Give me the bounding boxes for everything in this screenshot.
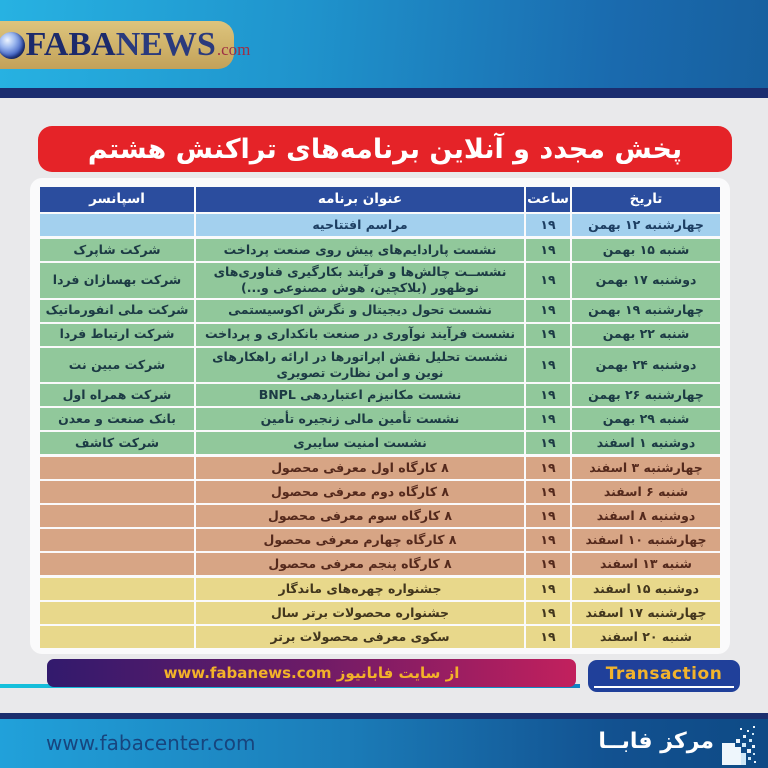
logo-dotcom-text: .com	[216, 40, 251, 59]
logo-news-text: NEWS	[115, 26, 216, 63]
cell-time: ۱۹	[526, 300, 570, 322]
cell-title: نشســت چالش‌ها و فرآیند بکارگیری فناوری‌های نوظهور (بلاکچین، هوش مصنوعی و...)	[196, 263, 524, 298]
cell-title: نشست تأمین مالی زنجیره تأمین	[196, 408, 524, 430]
cell-time: ۱۹	[526, 408, 570, 430]
cell-date: شنبه ۲۹ بهمن	[572, 408, 720, 430]
cell-time: ۱۹	[526, 384, 570, 406]
cell-title: نشست تحول دیجیتال و نگرش اکوسیستمی	[196, 300, 524, 322]
page-title-banner: پخش مجدد و آنلاین برنامه‌های تراکنش هشتم	[38, 126, 732, 172]
cell-date: دوشنبه ۱۷ بهمن	[572, 263, 720, 298]
cell-title: ۸ کارگاه سوم معرفی محصول	[196, 505, 524, 527]
cell-date: دوشنبه ۱ اسفند	[572, 432, 720, 454]
table-row	[40, 626, 720, 648]
table-row	[40, 239, 720, 261]
logo-faba-text: FABA	[25, 26, 116, 63]
cell-date: چهارشنبه ۱۰ اسفند	[572, 529, 720, 551]
cell-date: شنبه ۱۳ اسفند	[572, 553, 720, 575]
transaction-badge-underline	[594, 686, 734, 688]
table-row	[40, 384, 720, 406]
cell-title: نشست امنیت سایبری	[196, 432, 524, 454]
cell-title: سکوی معرفی محصولات برتر	[196, 626, 524, 648]
faba-pixel-cube-icon	[722, 723, 756, 765]
table-row	[40, 263, 720, 298]
table-row	[40, 300, 720, 322]
cell-title: ۸ کارگاه دوم معرفی محصول	[196, 481, 524, 503]
cell-date: شنبه ۶ اسفند	[572, 481, 720, 503]
cell-time: ۱۹	[526, 457, 570, 479]
cell-time: ۱۹	[526, 432, 570, 454]
cell-sponsor	[40, 481, 194, 503]
header-navy-stripe	[0, 88, 768, 98]
cell-sponsor: شرکت بهسازان فردا	[40, 263, 194, 298]
table-row	[40, 214, 720, 236]
top-header	[0, 0, 768, 98]
cell-date: چهارشنبه ۱۲ بهمن	[572, 214, 720, 236]
table-row	[40, 408, 720, 430]
table-row	[40, 602, 720, 624]
cell-sponsor	[40, 214, 194, 236]
cell-title: ۸ کارگاه اول معرفی محصول	[196, 457, 524, 479]
cell-sponsor: شرکت کاشف	[40, 432, 194, 454]
cell-title: نشست فرآیند نوآوری در صنعت بانکداری و پرداخت	[196, 324, 524, 346]
table-row	[40, 553, 720, 575]
cell-title: جشنواره محصولات برتر سال	[196, 602, 524, 624]
cell-sponsor	[40, 626, 194, 648]
cell-sponsor	[40, 505, 194, 527]
table-row	[40, 324, 720, 346]
footer-band	[0, 719, 768, 768]
cell-date: شنبه ۱۵ بهمن	[572, 239, 720, 261]
column-header-sponsor: اسپانسر	[40, 187, 194, 212]
table-row	[40, 529, 720, 551]
cell-time: ۱۹	[526, 263, 570, 298]
transaction-logo-text: Transaction	[605, 663, 723, 684]
column-header-title: عنوان برنامه	[196, 187, 524, 212]
cell-title: جشنواره چهره‌های ماندگار	[196, 578, 524, 600]
cell-time: ۱۹	[526, 578, 570, 600]
table-header-row	[40, 187, 720, 212]
column-header-time: ساعت	[526, 187, 570, 212]
cell-date: چهارشنبه ۱۷ اسفند	[572, 602, 720, 624]
cell-time: ۱۹	[526, 553, 570, 575]
column-header-date: تاریخ	[572, 187, 720, 212]
table-row	[40, 457, 720, 479]
table-row	[40, 578, 720, 600]
cell-sponsor: شرکت شاپرک	[40, 239, 194, 261]
cell-sponsor	[40, 529, 194, 551]
fabanews-source-bar: از سایت فابانیوز www.fabanews.com	[47, 659, 576, 687]
cell-date: چهارشنبه ۱۹ بهمن	[572, 300, 720, 322]
table-row	[40, 348, 720, 383]
cell-sponsor: بانک صنعت و معدن	[40, 408, 194, 430]
table-row	[40, 432, 720, 454]
table-row	[40, 505, 720, 527]
cell-time: ۱۹	[526, 481, 570, 503]
faba-center-brand: مرکز فابــا	[598, 729, 714, 754]
cell-title: نشست پارادایم‌های پیش روی صنعت پرداخت	[196, 239, 524, 261]
cell-time: ۱۹	[526, 602, 570, 624]
cell-sponsor	[40, 553, 194, 575]
cell-title: نشست مکانیزم اعتباردهی BNPL	[196, 384, 524, 406]
cell-date: چهارشنبه ۲۶ بهمن	[572, 384, 720, 406]
cell-sponsor: شرکت همراه اول	[40, 384, 194, 406]
cell-date: شنبه ۲۰ اسفند	[572, 626, 720, 648]
cell-sponsor	[40, 457, 194, 479]
cell-time: ۱۹	[526, 348, 570, 383]
cell-date: دوشنبه ۲۴ بهمن	[572, 348, 720, 383]
cell-sponsor	[40, 602, 194, 624]
cell-date: چهارشنبه ۳ اسفند	[572, 457, 720, 479]
cell-time: ۱۹	[526, 239, 570, 261]
cell-time: ۱۹	[526, 626, 570, 648]
cell-sponsor: شرکت ارتباط فردا	[40, 324, 194, 346]
cell-date: دوشنبه ۸ اسفند	[572, 505, 720, 527]
fabanews-logo-plate	[0, 21, 251, 69]
schedule-card	[30, 178, 730, 654]
cell-date: شنبه ۲۲ بهمن	[572, 324, 720, 346]
cell-sponsor	[40, 578, 194, 600]
cell-date: دوشنبه ۱۵ اسفند	[572, 578, 720, 600]
cell-title: ۸ کارگاه پنجم معرفی محصول	[196, 553, 524, 575]
cell-sponsor: شرکت مبین نت	[40, 348, 194, 383]
cell-title: مراسم افتتاحیه	[196, 214, 524, 236]
cell-time: ۱۹	[526, 214, 570, 236]
globe-icon	[0, 32, 25, 59]
cell-time: ۱۹	[526, 324, 570, 346]
fabanews-logo	[26, 28, 251, 62]
transaction-logo-badge	[588, 660, 740, 692]
cell-time: ۱۹	[526, 505, 570, 527]
table-row	[40, 481, 720, 503]
fabacenter-url: www.fabacenter.com	[46, 731, 256, 755]
cell-title: ۸ کارگاه چهارم معرفی محصول	[196, 529, 524, 551]
cell-sponsor: شرکت ملی انفورماتیک	[40, 300, 194, 322]
schedule-table	[40, 187, 720, 648]
cell-title: نشست تحلیل نقش اپراتورها در ارائه راهکارهای نوین و امن نظارت تصویری	[196, 348, 524, 383]
cell-time: ۱۹	[526, 529, 570, 551]
